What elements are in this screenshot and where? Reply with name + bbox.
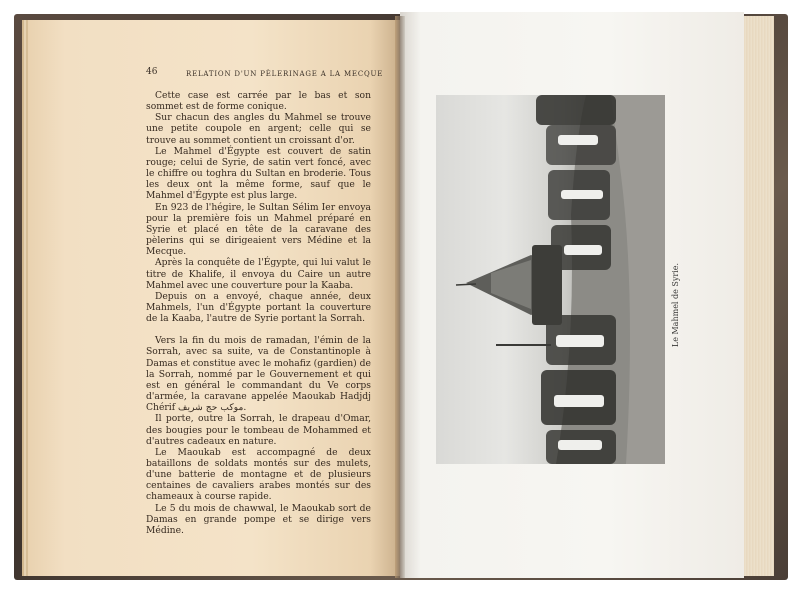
paragraph: Depuis on a envoyé, chaque année, deux Mahmels, l'un d'Égypte portant la couverture de la Kaaba, l'autre de Syrie portant la Sorrah.: [146, 290, 371, 325]
page-number: 46: [146, 67, 158, 77]
paragraph: Il porte, outre la Sorrah, le drapeau d'Omar, des bougies pour le tombeau de Mohammed et d'autres cadeaux en nature.: [146, 413, 371, 447]
paragraph: Sur chacun des angles du Mahmel se trouve une petite coupole en argent; celle qui se trouve au sommet contient un croissant d'or.: [146, 112, 371, 146]
paragraph: Vers la fin du mois de ramadan, l'émin de la Sorrah, avec sa suite, va de Constantinople à Damas et constitue avec le mohafiz (gardien) de la Sorrah, nommé par le Gouvernement et qui est en général le commandant du Ve corps d'armée, la caravane appelée Maoukab Hadjdj Chérif موكب حج شريف.: [146, 335, 371, 414]
paragraph: Après la conquête de l'Égypte, qui lui valut le titre de Khalife, il envoya du Caire un autre Mahmel avec une couverture pour la Kaaba.: [146, 257, 371, 291]
book-gutter: [395, 16, 405, 578]
paragraph: Le 5 du mois de chawwal, le Maoukab sort de Damas en grande pompe et se dirige vers Médine.: [146, 502, 371, 536]
paragraph: En 923 de l'hégire, le Sultan Sélim Ier envoya pour la première fois un Mahmel préparé en Syrie et placé en tête de la caravane des pèlerins qui se dirigeaient vers Médine et la Mecque.: [146, 201, 371, 258]
body-text: [146, 90, 371, 536]
paragraph: Cette case est carrée par le bas et son sommet est de forme conique.: [146, 90, 371, 113]
running-head: RELATION D'UN PÈLERINAGE A LA MECQUE: [186, 70, 384, 78]
plate-caption: Le Mahmel de Syrie.: [671, 262, 680, 348]
page-edges: [744, 16, 774, 576]
paragraph: Le Maoukab est accompagné de deux bataillons de soldats montés sur des mulets, d'une batterie de montagne et de plusieurs centaines de cavaliers arabes montés sur des chameaux à course rapide.: [146, 446, 371, 503]
mahmel-photograph: [436, 95, 665, 464]
paragraph: Le Mahmel d'Égypte est couvert de satin rouge; celui de Syrie, de satin vert foncé, avec le chiffre ou toghra du Sultan en broderie. Tous les deux ont la même forme, sauf que le Mahmel d'Égypte est plus large.: [146, 145, 371, 202]
